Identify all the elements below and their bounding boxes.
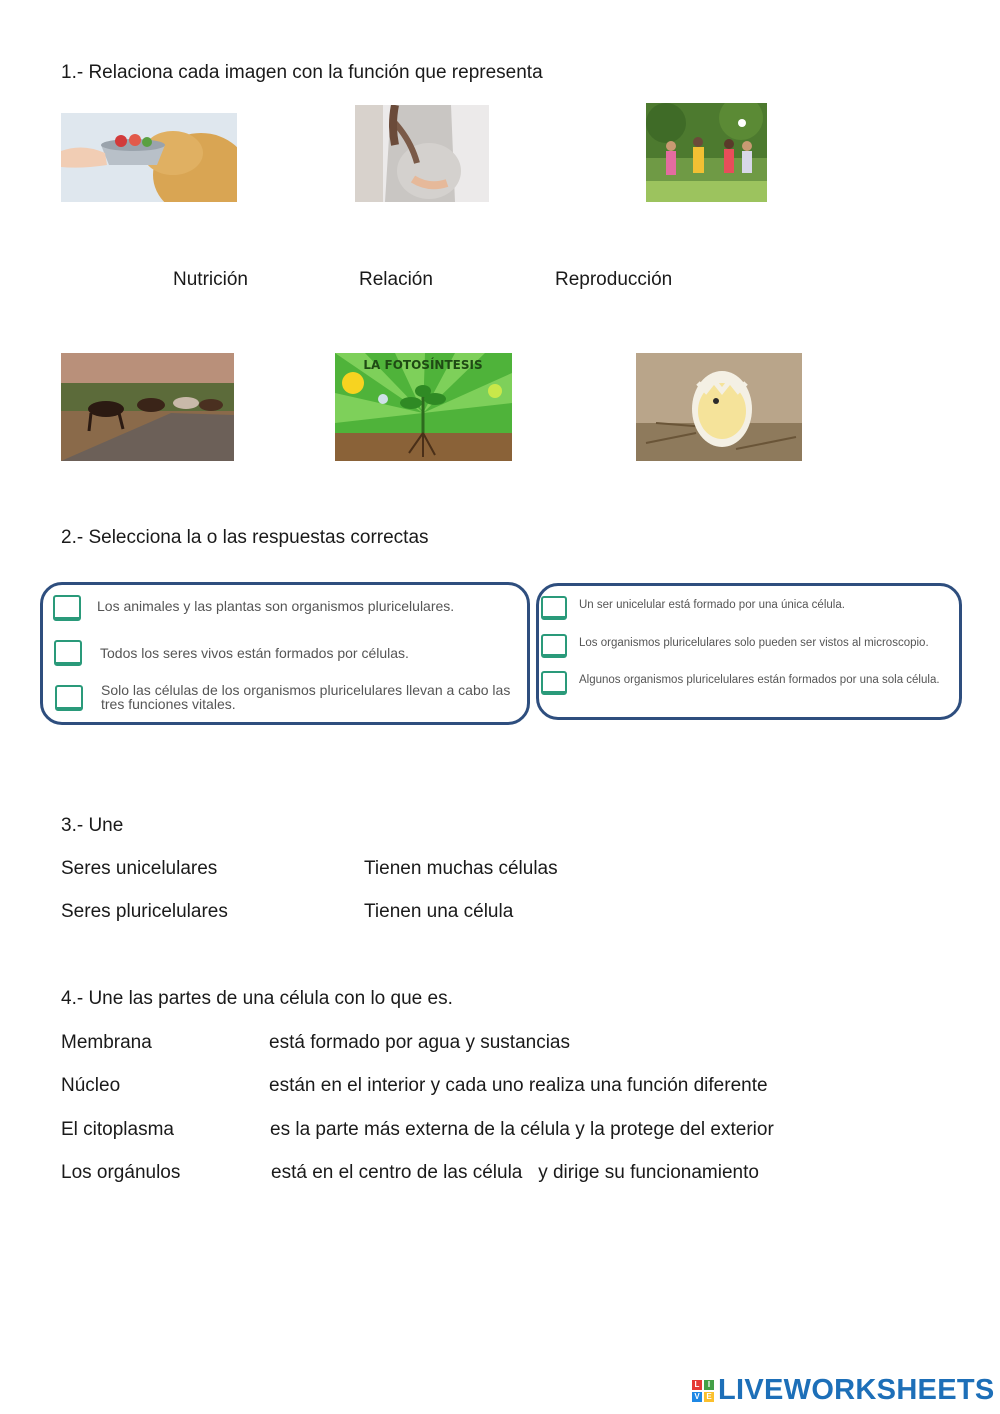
question-4-heading: 4.- Une las partes de una célula con lo que es. — [61, 988, 453, 1009]
option-text-3-line-2: tres funciones vitales. — [101, 696, 236, 712]
fotosintesis-poster-image — [335, 353, 512, 461]
cell-desc-2[interactable]: están en el interior y cada uno realiza una función diferente — [269, 1075, 768, 1096]
cell-part-3[interactable]: El citoplasma — [61, 1119, 174, 1140]
logo-icon: L I V E — [692, 1380, 714, 1402]
option-text-6: Algunos organismos pluricelulares están formados por una sola célula. — [579, 674, 940, 686]
checkbox-1[interactable] — [53, 595, 81, 621]
answers-box-left — [40, 582, 530, 725]
dog-eating-image — [61, 113, 237, 202]
answers-box-right — [536, 583, 962, 720]
liveworksheets-logo — [692, 1374, 995, 1407]
horses-running-image — [61, 353, 234, 461]
option-text-1: Los animales y las plantas son organismos pluricelulares. — [97, 598, 455, 614]
question-1-heading: 1.- Relaciona cada imagen con la función que representa — [61, 62, 543, 83]
checkbox-4[interactable] — [541, 596, 567, 620]
option-relacion[interactable]: Relación — [359, 269, 433, 290]
match-right-1[interactable]: Tienen muchas células — [364, 858, 558, 879]
logo-text: LIVEWORKSHEETS — [718, 1374, 995, 1406]
option-text-5: Los organismos pluricelulares solo pueden ser vistos al microscopio. — [579, 637, 929, 649]
cell-desc-1[interactable]: está formado por agua y sustancias — [269, 1032, 571, 1053]
checkbox-5[interactable] — [541, 634, 567, 658]
checkbox-2[interactable] — [54, 640, 82, 666]
option-text-4: Un ser unicelular está formado por una única célula. — [579, 599, 845, 611]
question-2-heading: 2.- Selecciona la o las respuestas correctas — [61, 527, 429, 548]
match-right-2[interactable]: Tienen una célula — [364, 901, 514, 922]
checkbox-3[interactable] — [55, 685, 83, 711]
option-text-3-line-1: Solo las células de los organismos pluricelulares llevan a cabo las — [101, 682, 511, 698]
checkbox-6[interactable] — [541, 671, 567, 695]
option-text-2: Todos los seres vivos están formados por células. — [100, 645, 409, 661]
cell-part-4[interactable]: Los orgánulos — [61, 1162, 181, 1183]
cell-desc-4[interactable]: está en el centro de las célula y dirige su funcionamiento — [271, 1162, 759, 1183]
question-3-heading: 3.- Une — [61, 815, 124, 836]
option-reproduccion[interactable]: Reproducción — [555, 269, 673, 290]
children-playing-image — [646, 103, 767, 202]
chick-hatching-image — [636, 353, 802, 461]
match-left-2[interactable]: Seres pluricelulares — [61, 901, 228, 922]
match-left-1[interactable]: Seres unicelulares — [61, 858, 218, 879]
cell-desc-3[interactable]: es la parte más externa de la célula y la protege del exterior — [270, 1119, 774, 1140]
cell-part-1[interactable]: Membrana — [61, 1032, 152, 1053]
pregnant-woman-image — [355, 105, 489, 202]
option-nutricion[interactable]: Nutrición — [173, 269, 248, 290]
cell-part-2[interactable]: Núcleo — [61, 1075, 121, 1096]
poster-title: LA FOTOSÍNTESIS — [363, 358, 483, 372]
